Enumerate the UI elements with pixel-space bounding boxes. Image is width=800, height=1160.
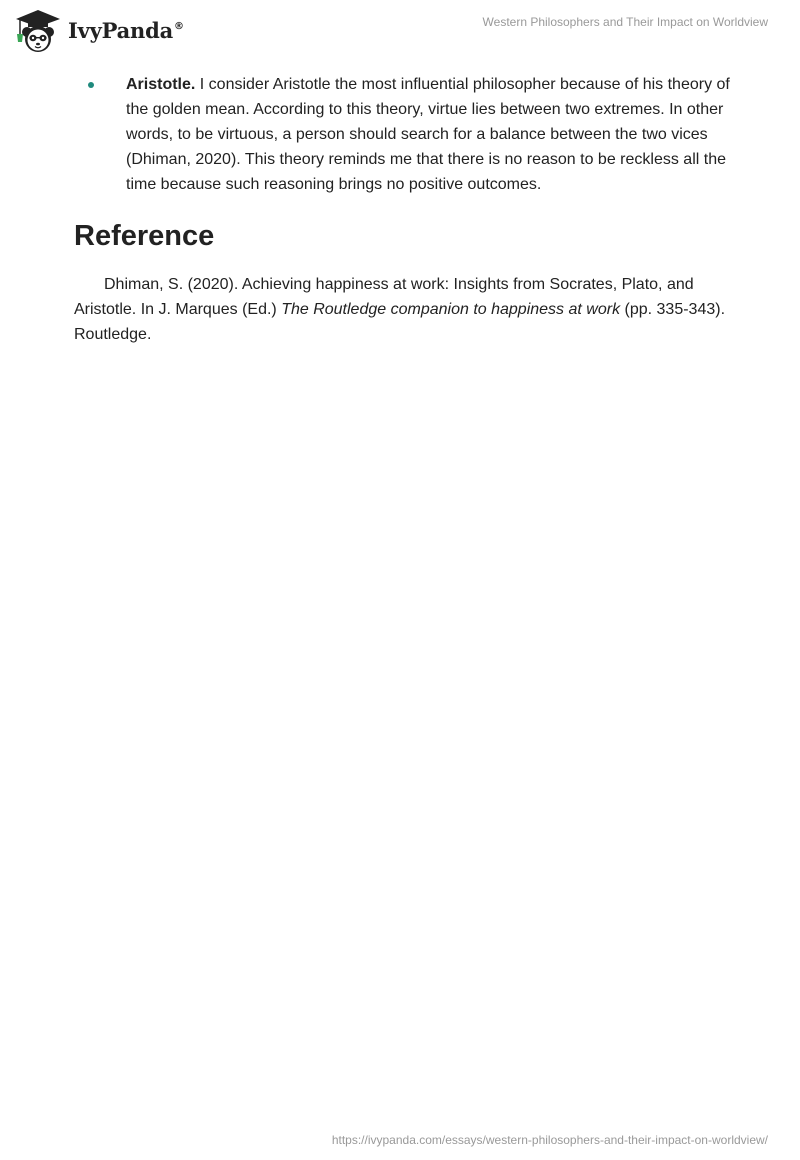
reference-heading: Reference [74,220,215,252]
ivypanda-logo[interactable] [14,8,184,54]
bullet-dot-icon [88,82,94,88]
registered-mark: ® [174,20,184,32]
document-body [74,70,734,363]
reference-entry [74,272,734,347]
page-header [0,0,800,70]
running-title: Western Philosophers and Their Impact on Worldview [482,15,768,29]
bullet-term: Aristotle. [126,76,196,93]
logo-wordmark-text: IvyPanda [68,17,174,43]
footer-url[interactable]: https://ivypanda.com/essays/western-philosophers-and-their-impact-on-worldview/ [331,1133,768,1147]
reference-entry-book-title: The Routledge companion to happiness at work [281,301,621,318]
list-item [74,72,734,197]
reference-entry-pages: (pp. 335-343). Routledge. [74,301,726,343]
reference-entry-authors: Dhiman, S. (2020). Achieving happiness at work: Insights from Socrates, Plato, and Aristotle. In J. Marques (Ed.) [74,276,694,318]
bullet-text: I consider Aristotle the most influential philosopher because of his theory of the golden mean. According to this theory, virtue lies between two extremes. In other words, to be virtuous, a person should search for a balance between the two vices (Dhiman, 2020). This theory reminds me that there is no reason to be reckless all the time because such reasoning brings no positive outcomes. [126,76,730,193]
panda-graduation-cap-icon [14,8,62,54]
logo-wordmark [68,18,184,43]
